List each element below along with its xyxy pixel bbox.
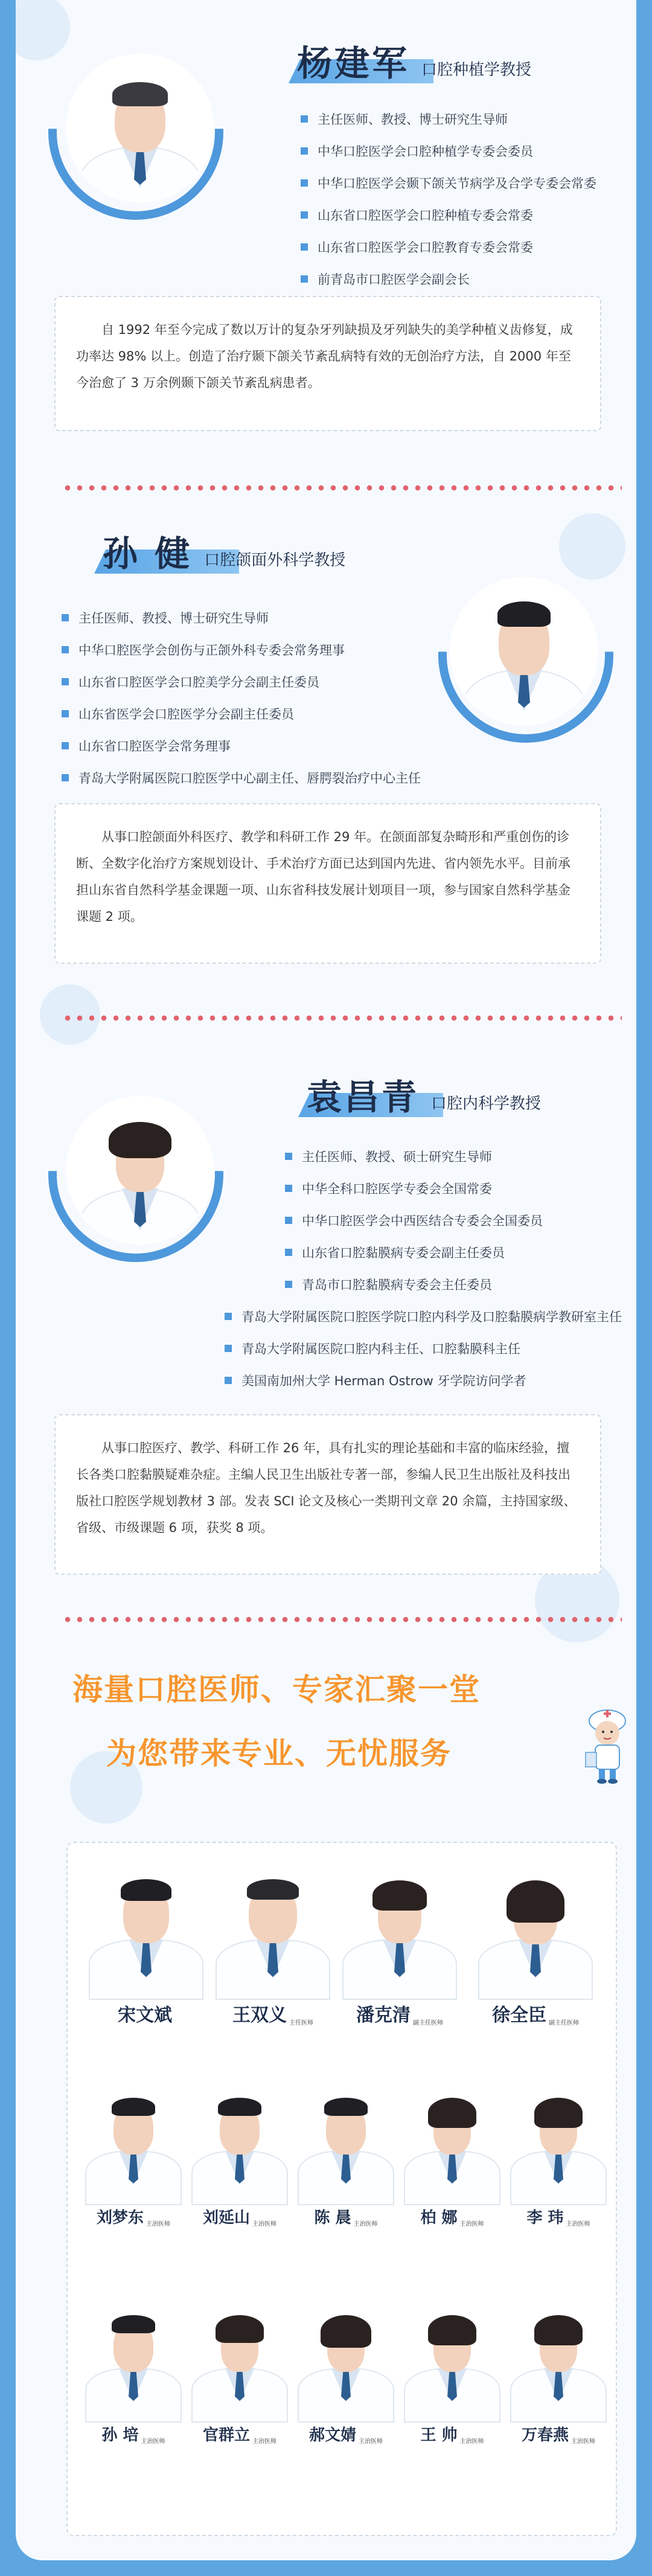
bullet-square-icon: [301, 243, 308, 251]
doctor-name: 袁昌青: [307, 1077, 420, 1118]
doctor-name: 孙 健: [103, 533, 193, 574]
doctor-mascot-icon: [577, 1703, 636, 1787]
staff-photo: [404, 2302, 500, 2423]
doctor-roles-list: [301, 103, 596, 295]
section-divider: [62, 1014, 622, 1022]
doctor-name: 杨建军: [297, 43, 410, 84]
bullet-square-icon: [301, 275, 308, 283]
staff-title: 主治医师: [459, 2221, 484, 2228]
bullet-square-icon: [301, 115, 308, 123]
staff-name: 柏 娜: [420, 2209, 458, 2227]
bullet-square-icon: [62, 710, 69, 717]
role-item: 主任医师、教授、博士研究生导师: [62, 601, 421, 633]
staff-title: 主治医师: [252, 2221, 276, 2228]
bullet-square-icon: [301, 211, 308, 219]
staff-title: 主治医师: [566, 2221, 590, 2228]
doctor-roles-list: [285, 1140, 543, 1300]
role-item: 中华口腔医学会颞下颌关节病学及合学专委会常委: [301, 167, 596, 199]
bullet-square-icon: [62, 678, 69, 685]
staff-member: [401, 2084, 503, 2228]
bullet-square-icon: [301, 147, 308, 155]
slogan-line-2: 为您带来专业、无忧服务: [106, 1729, 452, 1773]
staff-title: 主治医师: [252, 2438, 276, 2445]
role-item: 中华口腔医学会口腔种植学专委会委员: [301, 135, 596, 167]
bullet-square-icon: [285, 1153, 292, 1160]
role-item: 青岛市口腔黏膜病专委会主任委员: [285, 1268, 543, 1300]
staff-member: [82, 2084, 185, 2228]
doctor-title: 口腔种植学教授: [421, 61, 532, 79]
staff-title: 副主任医师: [413, 2020, 443, 2027]
bullet-square-icon: [62, 742, 69, 749]
section-divider: [62, 1616, 622, 1623]
doctor-intro: 自 1992 年至今完成了数以万计的复杂牙列缺损及牙列缺失的美学种植义齿修复，成功率达 98% 以上。创造了治疗颞下颌关节紊乱病特有效的无创治疗方法，自 2000 年至今治愈了 3 万余例颞下颌关节紊乱病患者。: [54, 296, 601, 431]
staff-name: 徐全臣: [492, 2005, 546, 2026]
staff-title: 主治医师: [141, 2438, 165, 2445]
section-divider: [62, 484, 622, 492]
staff-photo: [89, 1867, 203, 2000]
bullet-square-icon: [285, 1185, 292, 1192]
bullet-square-icon: [301, 179, 308, 187]
role-item: 山东省口腔医学会常务理事: [62, 729, 421, 761]
doctor-title: 口腔颌面外科学教授: [204, 551, 346, 569]
bullet-square-icon: [285, 1281, 292, 1288]
role-item: 山东省口腔医学会口腔种植专委会常委: [301, 199, 596, 231]
doctor-name-block: [94, 525, 345, 576]
doctor-title: 口腔内科学教授: [431, 1095, 542, 1113]
staff-photo: [85, 2302, 182, 2423]
staff-name: 陈 晨: [314, 2209, 351, 2227]
doctor-roles-list-extended: [225, 1300, 622, 1396]
staff-name: 万春燕: [521, 2426, 569, 2444]
page-background: [16, 0, 636, 2560]
staff-member: [213, 1867, 333, 2027]
doctor-roles-list: [62, 601, 421, 793]
doctor-intro: 从事口腔颌面外科医疗、教学和科研工作 29 年。在颌面部复杂畸形和严重创伤的诊断、全数字化治疗方案规划设计、手术治疗方面已达到国内先进、省内领先水平。目前承担山东省自然科学基金课题一项、山东省科技发展计划项目一项，参与国家自然科学基金课题 2 项。: [54, 803, 601, 964]
staff-photo: [510, 2084, 607, 2205]
slogan-line-1: 海量口腔医师、专家汇聚一堂: [72, 1665, 481, 1709]
staff-member: [295, 2084, 397, 2228]
staff-name: 刘梦东: [96, 2209, 144, 2227]
staff-title: 主治医师: [359, 2438, 383, 2445]
role-item: 中华全科口腔医学专委会全国常委: [285, 1172, 543, 1204]
staff-photo: [85, 2084, 182, 2205]
staff-photo: [478, 1867, 593, 2000]
role-item: 中华口腔医学会中西医结合专委会全国委员: [285, 1204, 543, 1236]
staff-title: 主治医师: [146, 2221, 170, 2228]
staff-photo: [191, 2084, 288, 2205]
staff-photo: [216, 1867, 330, 2000]
staff-name: 王双义: [232, 2005, 287, 2026]
staff-card: [66, 1842, 617, 2536]
staff-member: [472, 1867, 599, 2027]
staff-name: 刘延山: [202, 2209, 250, 2227]
staff-photo: [298, 2302, 394, 2423]
staff-name: 李 玮: [526, 2209, 564, 2227]
staff-member: [295, 2302, 397, 2445]
role-item: 美国南加州大学 Herman Ostrow 牙学院访问学者: [225, 1364, 622, 1396]
doctor-name-block: [289, 35, 531, 86]
role-item: 青岛大学附属医院口腔医学中心副主任、唇腭裂治疗中心主任: [62, 761, 421, 793]
bullet-square-icon: [225, 1345, 232, 1352]
doctor-portrait: [48, 45, 223, 220]
staff-title: 主治医师: [353, 2221, 378, 2228]
role-item: 青岛大学附属医院口腔医学院口腔内科学及口腔黏膜病学教研室主任: [225, 1300, 622, 1332]
role-item: 山东省口腔医学会口腔教育专委会常委: [301, 231, 596, 263]
staff-photo: [298, 2084, 394, 2205]
staff-name: 孙 培: [101, 2426, 139, 2444]
staff-photo: [342, 1867, 457, 2000]
bullet-square-icon: [62, 774, 69, 781]
staff-title: 主任医师: [289, 2020, 313, 2027]
staff-name: 王 帅: [420, 2426, 458, 2444]
role-item: 山东省医学会口腔医学分会副主任委员: [62, 697, 421, 729]
staff-member: [188, 2302, 291, 2445]
role-item: 山东省口腔黏膜病专委会副主任委员: [285, 1236, 543, 1268]
staff-member: [507, 2302, 610, 2445]
staff-member: [82, 2302, 185, 2445]
bullet-square-icon: [225, 1377, 232, 1384]
staff-member: [188, 2084, 291, 2228]
staff-member: [507, 2084, 610, 2228]
doctor-portrait: [438, 568, 613, 743]
staff-photo: [510, 2302, 607, 2423]
doctor-name-block: [298, 1069, 541, 1120]
staff-name: 潘克清: [356, 2005, 411, 2026]
staff-name: 官群立: [202, 2426, 250, 2444]
staff-name: 郝文婧: [308, 2426, 356, 2444]
role-item: 中华口腔医学会创伤与正颌外科专委会常务理事: [62, 633, 421, 665]
bullet-square-icon: [225, 1313, 232, 1320]
staff-member: [86, 1867, 206, 2027]
role-item: 主任医师、教授、博士研究生导师: [301, 103, 596, 135]
bullet-square-icon: [62, 646, 69, 653]
doctor-intro: 从事口腔医疗、教学、科研工作 26 年，具有扎实的理论基础和丰富的临床经验，擅长各类口腔黏膜疑难杂症。主编人民卫生出版社专著一部，参编人民卫生出版社及科技出版社口腔医学规划教材 3 部。发表 SCI 论文及核心一类期刊文章 20 余篇，主持国家级、省级、市级课题 6 项，获奖 8 项。: [54, 1414, 601, 1575]
bullet-square-icon: [285, 1217, 292, 1224]
role-item: 青岛大学附属医院口腔内科主任、口腔黏膜科主任: [225, 1332, 622, 1364]
staff-photo: [191, 2302, 288, 2423]
bullet-square-icon: [62, 614, 69, 621]
doctor-portrait: [48, 1087, 223, 1262]
staff-member: [339, 1867, 460, 2027]
staff-member: [401, 2302, 503, 2445]
staff-title: 主治医师: [459, 2438, 484, 2445]
staff-title: 主治医师: [571, 2438, 595, 2445]
role-item: 山东省口腔医学会口腔美学分会副主任委员: [62, 665, 421, 697]
role-item: 前青岛市口腔医学会副会长: [301, 263, 596, 295]
staff-photo: [404, 2084, 500, 2205]
staff-title: 副主任医师: [549, 2020, 579, 2027]
bullet-square-icon: [285, 1249, 292, 1256]
role-item: 主任医师、教授、硕士研究生导师: [285, 1140, 543, 1172]
staff-name: 宋文斌: [118, 2005, 172, 2026]
